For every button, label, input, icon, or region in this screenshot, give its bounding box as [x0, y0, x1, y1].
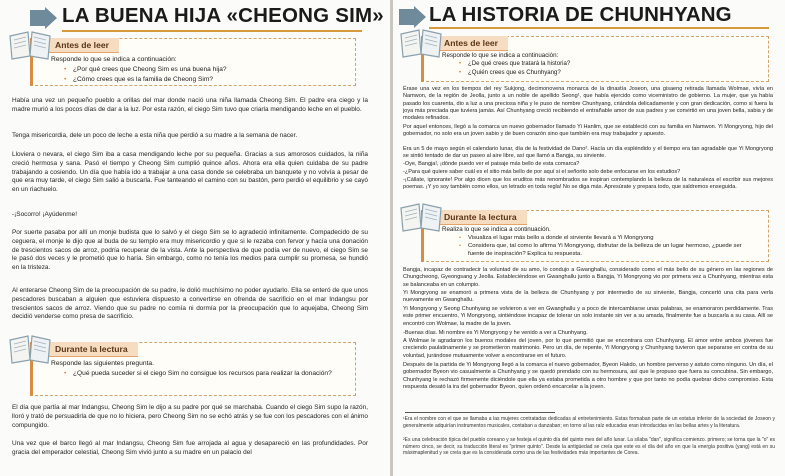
during-reading-intro: Realiza lo que se indica a continuación.: [442, 226, 551, 233]
open-book-icon: [399, 202, 443, 232]
paragraph: -¡Socorro! ¡Ayúdenme!: [12, 211, 77, 218]
paragraph: Por suerte pasaba por allí un monje budista que lo salvó y el ciego Sim se lo agradeció infinitamente. Compadecido de su ceguera, el monje le dijo que al buda de su templo era muy misericordio y que si le rezaba con fervor y hacía una donación de trescientos sacos de arroz, podría recuperar de la vista. Ante la perspectiva de que podía ver de nuevo, el ciego Sim se le pasó dos veces y le prometió que lo haría. Sin embargo, como no tenía los medios para cumplir su promesa, se hundió en la tristeza.: [12, 229, 368, 271]
question-item: • Visualiza el lugar más bello a donde el sirviente llevará a Yi Mongryong: [458, 234, 758, 242]
during-reading-box: [30, 342, 356, 396]
page-title: LA BUENA HIJA «CHEONG SIM»: [62, 4, 384, 27]
question-item: • ¿Qué pueda suceder si el ciego Sim no consigue los recursos para realizar la donación?: [63, 369, 349, 379]
arrow-icon: [30, 7, 58, 29]
question-item: • Considera que, tal como lo afirma Yi Mongryong, disfrutar de la belleza de un lugar hermoso, ¿puede ser fuente de inspiración? Explica tu respuesta.: [458, 242, 758, 258]
during-reading-questions: [63, 369, 349, 379]
footnote: ¹Era el nombre con el que se llamaba a las mujeres contratadas dedicadas al entretenimiento. Estas formaban parte de un estatus inferior de la sociedad de Joseon y generalmente adquirían instrumentos musicales, contaban a danzaban; en torno al las raíz educadas eran introducidas en las bellas artes y la literatura.: [403, 416, 775, 429]
paragraph: -¿Para qué quiere saber cuál es el sitio más bello de por aquí si el señorito solo debe enfocarse en los estudios?: [403, 169, 681, 175]
footnote: ²Es una celebración típica del pueblo coreano y se festeja el quinto día del quinto mes del año lunar. La sílaba "dan", significa comienzo. primero; se torna que la "o" es número cinco, se decir, su traducción literal es "primer quinto". Desde la antigüedad se creía que este es el día del año en que la energía positiva (yang) está en su máximaplenitud y se creía que es la considerada como una de las festividades más importantes de Corea.: [403, 437, 775, 457]
paragraph: Por aquel entonces, llegó a la comarca un nuevo gobernador llamado Yi Hanlim, que se estableció con su familia en Namwon. Yi Mongryong, hijo del gobernador, no solo era un joven sabio y de buen corazón sino que también era muy trabajador y apuesto.: [403, 124, 773, 138]
during-reading-heading: Durante la lectura: [47, 342, 138, 357]
paragraph: Había una vez un pequeño pueblo a orillas del mar donde nació una niña llamada Cheong Sim. El padre era ciego y la madre murió a los pocos días de dar a la luz. Por esta razón, el ciego Sim tuvo que criarla mendigando leche en el pueblo.: [12, 97, 368, 113]
paragraph: Yi Mongryong y Seong Chunhyang se volvieron a ver en Gwanghallu y a poco de intercambiarse unas palabras, se enamoraron perdidamente. Tras este primer encuentro, Yi Mongryong, sintiéndose incapaz de tolerar un solo instante sin ver a su amada, finalmente fue a buscarla a su casa. Allí se encontró con Wolmae, la madre de la joven.: [403, 306, 773, 327]
open-book-icon: [399, 28, 443, 58]
page-title: LA HISTORIA DE CHUNHYANG: [429, 3, 732, 26]
right-page: [393, 0, 785, 476]
before-reading-questions: [458, 60, 570, 77]
paragraph: A Wolmae le agradaron los buenos modales del joven, por lo que permitió que se encontrara con Chunhyang. El amor entre ambos jóvenes fue creciendo paulatinamente y se prometieron matrimonio. Pero un día, de repente, Yi Mongryong y Chunhyang tuvieron que separarse en contra de su voluntad, jurándose mutuamente volver a encontrarse en el futuro.: [403, 338, 773, 359]
paragraph: Era un 5 de mayo según el calendario lunar, día de la festividad de Dano². Hacía un día espléndido y el tiempo era tan agradable que Yi Mongryong se sintió tentado de dar un paseo al aire libre, así que llamó a Bangja, su sirviente.: [403, 146, 773, 160]
paragraph: Yi Mongryong se enamoró a primera vista de la belleza de Chunhyang y por intermedio de su sirviente, Bangja, concertó una cita para verla nuevamente en Gwanghallu.: [403, 290, 773, 304]
paragraph: Lloviera o nevara, el ciego Sim iba a casa mendigando leche por su pequeña. Gracias a sus amorosos cuidados, la niña creció hermosa y sana. Pasó el tiempo y Cheong Sim cumplió quince años. Ahora era ella quien cuidaba de su padre trabajando a cosiendo. Un día que había ido a trabajar a una casa donde se celebraba un banquete y no volvía a pesar de que era muy tarde, el ciego Sim salió a buscarla. Fue tanteando el camino con su bastón, pero perdió el equilibrio y se cayó en un riachuelo.: [12, 151, 368, 193]
paragraph: El día que partía al mar Indangsu, Cheong Sim le dijo a su padre por qué se marchaba. Cuando el ciego Sim supo la razón, lloró y trató de persuadirla de que no lo hiciera, pero Cheong Sim no se echó atrás y se fue con los pescadores con el ánimo compungido.: [12, 404, 368, 429]
before-reading-intro: Responde lo que se indica a continuación:: [442, 52, 559, 59]
question-item: • ¿De qué crees que tratará la historia?: [458, 60, 570, 69]
footnote-separator: [405, 412, 555, 413]
paragraph: -Oye, Bangja!, ¡dónde puedo ver el paisaje más bello de esta comarca?: [403, 161, 580, 167]
before-reading-heading: Antes de leer: [47, 38, 119, 53]
before-reading-intro: Responde lo que se indica a continuación:: [51, 56, 177, 63]
question-item: • ¿Por qué crees que Cheong Sim es una buena hija?: [63, 65, 227, 75]
arrow-icon: [399, 6, 427, 28]
paragraph: Una vez que el barco llegó al mar Indangsu, Cheong Sim fue arrojada al agua y desapareció en las profundidades. Por gracia del emperador celestial, Cheong Sim vivió junto a su madre en un palacio del: [12, 440, 368, 456]
before-reading-box: [421, 36, 769, 82]
during-reading-questions: [458, 234, 758, 258]
paragraph: Tenga misericordia, dele un poco de leche a esta niña que perdió a su madre a la semana de nacer.: [12, 132, 298, 139]
paragraph: Al enterarse Cheong Sim de la preocupación de su padre, le dolió muchísimo no poder ayudarlo. Ella se enteró de que unos pescadores buscaban a alguien que estuviera dispuesto a convertirse en ofrenda de sacrificio en el mar Indangsu por trescientos sacos de arroz. Viendo que su padre no comía ni dormía por la preocupación que lo aquejaba, Cheong Sim decidió venderse como presa de sacrificio.: [12, 287, 368, 321]
during-reading-box: [421, 210, 769, 262]
during-reading-intro: Responde las siguientes pregunta.: [51, 360, 154, 367]
question-item: • ¿Quién crees que es Chunhyang?: [458, 69, 570, 78]
paragraph: -Buenas días. Mi nombre es Yi Mongryong y he venido a ver a Chunhyang.: [403, 330, 588, 336]
title-underline: [62, 30, 362, 32]
question-item: • ¿Cómo crees que es la familia de Cheong Sim?: [63, 75, 227, 85]
paragraph: Érase una vez en los tiempos del rey Sukjong, decimonovena monarca de la dinastía Joseon, una gisaeng retirada llamada Wolmae, vivía en Namwon, de la región de Jeolla, junto a un noble de apellido Seong¹, que había ejercido como viceministro de gobierno. La mujer, que ya había pasado los cuarenta, dio a luz a una preciosa niña y le puso de nombre Chunhyang, criándola delicadamente y con gran dedicación, como si fuera la joya más preciada que tuviera jamás. Así Chunhyang creció recibiendo el entrañable amor de sus padres y se convirtió en una joven bella, sabia y de modales refinados.: [403, 86, 773, 122]
paragraph: Bangja, incapaz de contradecir la voluntad de su amo, lo condujo a Gwanghallu, considerado como el más bello de su género en las regiones de Chungcheong, Gyeongsang y Jeolla. Estableciéndose en Gwanghallu junto a Bangja, Yi Mongryong vio por primera vez a Chunhyang, mientras esta se balanceaba en un columpio.: [403, 267, 773, 288]
before-reading-heading: Antes de leer: [436, 36, 508, 51]
before-reading-questions: [63, 65, 227, 84]
open-book-icon: [8, 30, 52, 60]
title-underline: [429, 27, 769, 29]
before-reading-box: [30, 38, 356, 86]
open-book-icon: [8, 334, 52, 364]
left-page: [0, 0, 390, 476]
paragraph: -¡Cállate, ignorante! Por algo dicen que los eruditos más renombrados se inspiran contemplando la belleza de la naturaleza el escribir sus mejores poemas. ¡Y yo soy también como ellos, un letrado en toda regla! No se diga más. Apresúrate y prepara todo, que saldremos enseguida.: [403, 177, 773, 191]
during-reading-heading: Durante la lectura: [436, 210, 527, 225]
paragraph: Después de la partida de Yi Mongryong llegó a la comarca el nuevo gobernador, Byeon Hakdo, un hombre perverso y astuto como ninguno. Un día, el gobernador Byeon vio casualmente a Chunhyang y se quedó prendado con su hermosura, así que le propuso que fuera su concubina. Sin embargo, Chunhyang le rechazó firmemente diciéndole que ella ya estaba prometida a otro hombre y que por tanto no podía quebrar dicho compromiso. Esta respuesta desató la ira del gobernador Byeon, quien ordenó encarcelar a la joven.: [403, 362, 773, 391]
